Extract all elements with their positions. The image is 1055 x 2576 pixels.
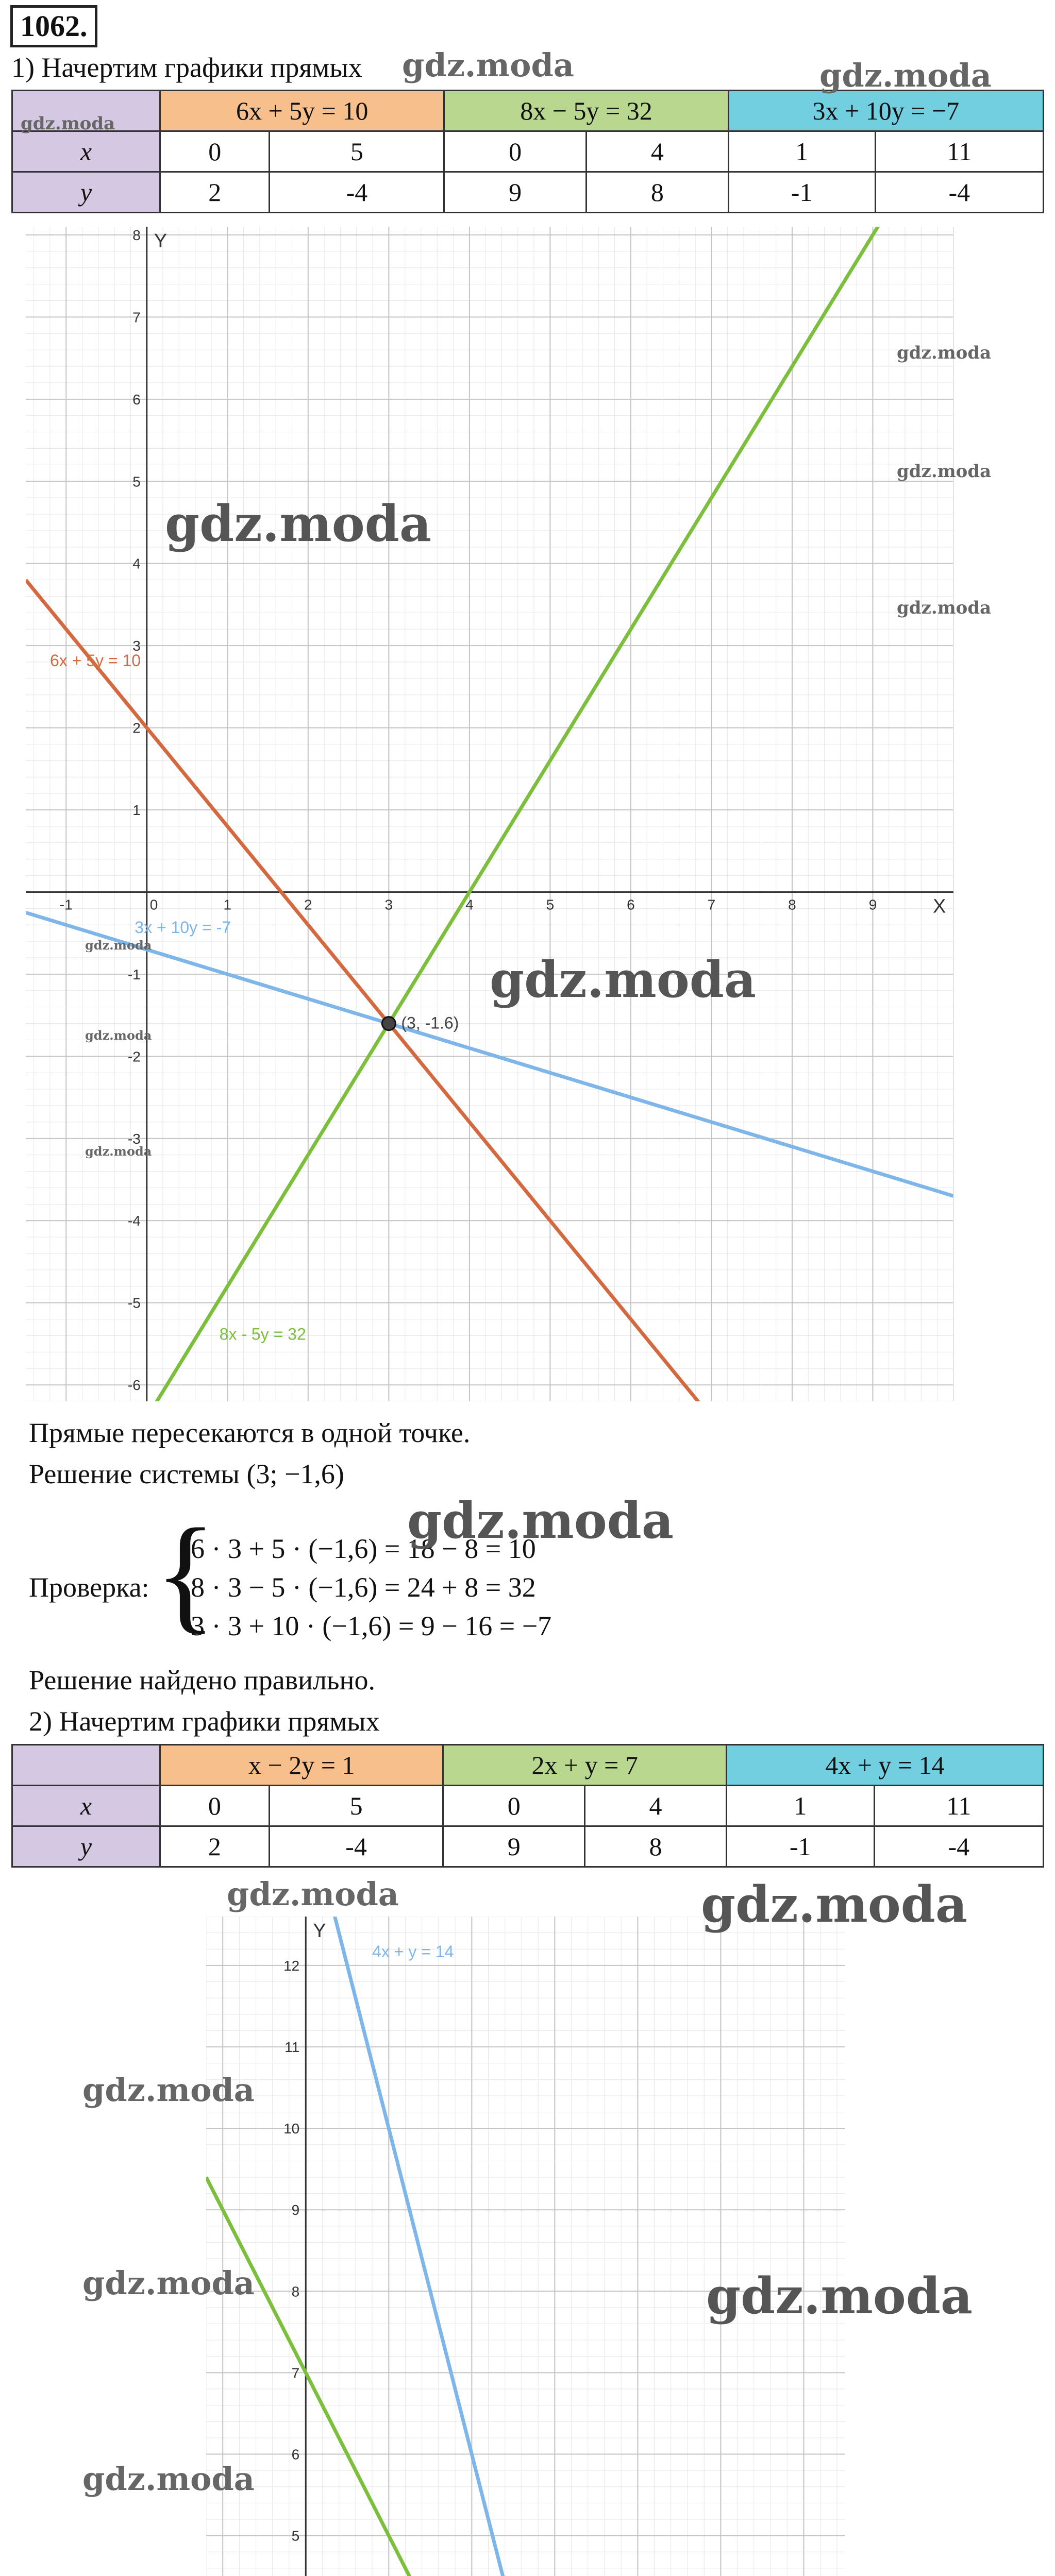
table-cell: 5: [270, 131, 444, 172]
watermark: gdz.moda: [82, 2460, 255, 2498]
table-cell: 0: [160, 131, 270, 172]
x-tick-label: -1: [59, 896, 73, 913]
watermark: gdz.moda: [402, 46, 574, 84]
x-tick-label: 8: [788, 896, 796, 913]
table-cell: 9: [444, 172, 587, 213]
watermark: gdz.moda: [706, 2267, 973, 2325]
watermark: gdz.moda: [82, 2264, 255, 2302]
table-cell: -1: [726, 1826, 874, 1867]
table-cell: 0: [160, 1786, 270, 1826]
watermark: gdz.moda: [897, 461, 992, 482]
x-tick-label: 2: [304, 896, 312, 913]
x-tick-label: 1: [223, 896, 232, 913]
point-label: (3, -1.6): [401, 1013, 459, 1032]
table-cell: 4: [585, 1786, 727, 1826]
table-cell: 11: [875, 131, 1043, 172]
y-tick-label: -6: [127, 1377, 141, 1394]
intersection-point: [382, 1017, 395, 1030]
table-cell: -4: [874, 1826, 1043, 1867]
x-tick-label: 7: [707, 896, 716, 913]
x-tick-label: 5: [546, 896, 555, 913]
y-tick-label: 10: [283, 2121, 300, 2137]
table-cell: 2: [160, 1826, 270, 1867]
table-eq-1: x − 2y = 1: [160, 1745, 443, 1786]
row-label-x: x: [12, 1786, 160, 1826]
table-cell: 8: [585, 1826, 727, 1867]
check-line: 6 · 3 + 5 · (−1,6) = 18 − 8 = 10: [191, 1533, 536, 1564]
table-cell: 2: [160, 172, 270, 213]
table-cell: -4: [269, 1826, 443, 1867]
y-tick-label: 7: [132, 309, 141, 326]
table-cell: 5: [269, 1786, 443, 1826]
y-tick-label: 3: [132, 638, 141, 654]
table-eq-3: 3x + 10y = −7: [728, 91, 1043, 131]
part1-table: [11, 90, 1044, 213]
x-tick-label: 9: [868, 896, 877, 913]
row-label-y: y: [12, 172, 160, 213]
plot-background: [26, 227, 953, 1401]
watermark: gdz.moda: [897, 343, 992, 363]
y-tick-label: 11: [284, 2039, 300, 2055]
part2-heading: 2) Начертим графики прямых: [29, 1706, 380, 1737]
table-corner: [12, 1745, 160, 1786]
table-cell: 1: [726, 1786, 874, 1826]
y-tick-label: -2: [127, 1048, 141, 1065]
part1-conclusion2: Решение найдено правильно.: [29, 1665, 375, 1696]
y-axis-label: Y: [154, 230, 168, 252]
watermark: gdz.moda: [85, 938, 152, 953]
y-tick-label: 8: [132, 227, 141, 243]
watermark: gdz.moda: [85, 1028, 152, 1043]
y-tick-label: 4: [132, 555, 141, 572]
series-label: 4x + y = 14: [372, 1942, 454, 1961]
y-tick-label: 8: [291, 2283, 300, 2300]
table-cell: -1: [728, 172, 875, 213]
y-tick-label: -1: [127, 966, 141, 982]
part1-heading: 1) Начертим графики прямых: [11, 52, 362, 83]
check-line: 8 · 3 − 5 · (−1,6) = 24 + 8 = 32: [191, 1572, 536, 1603]
table-cell: 9: [443, 1826, 585, 1867]
table-cell: 0: [444, 131, 587, 172]
table-cell: -4: [270, 172, 444, 213]
check-label: Проверка:: [29, 1572, 149, 1603]
part1-chart: [26, 227, 953, 1401]
plot-background: [206, 1917, 845, 2576]
watermark: gdz.moda: [85, 1144, 152, 1159]
x-tick-label: 0: [149, 896, 158, 913]
part1-conclusion: Прямые пересекаются в одной точке.: [29, 1417, 471, 1448]
watermark: gdz.moda: [407, 1492, 674, 1550]
table-eq-2: 8x − 5y = 32: [444, 91, 728, 131]
y-tick-label: -5: [127, 1295, 141, 1311]
table-cell: 11: [874, 1786, 1043, 1826]
y-tick-label: -4: [127, 1213, 141, 1229]
y-tick-label: 12: [283, 1957, 300, 1974]
table-eq-3: 4x + y = 14: [726, 1745, 1043, 1786]
y-tick-label: 2: [132, 720, 141, 736]
y-axis-label: Y: [313, 1920, 326, 1942]
watermark: gdz.moda: [165, 495, 432, 553]
y-tick-label: -3: [127, 1130, 141, 1147]
y-tick-label: 5: [132, 473, 141, 490]
check-line: 3 · 3 + 10 · (−1,6) = 9 − 16 = −7: [191, 1611, 552, 1641]
table-cell: 1: [728, 131, 875, 172]
row-label-x: x: [12, 131, 160, 172]
table-eq-2: 2x + y = 7: [443, 1745, 726, 1786]
table-cell: 4: [587, 131, 729, 172]
table-eq-1: 6x + 5y = 10: [160, 91, 444, 131]
row-label-y: y: [12, 1826, 160, 1867]
x-tick-label: 4: [465, 896, 474, 913]
watermark: gdz.moda: [227, 1875, 399, 1913]
series-label: 3x + 10y = -7: [135, 918, 231, 937]
y-tick-label: 5: [291, 2528, 300, 2544]
watermark: gdz.moda: [21, 113, 115, 134]
table-cell: 0: [443, 1786, 585, 1826]
x-axis-label: X: [933, 895, 946, 918]
x-tick-label: 6: [627, 896, 635, 913]
watermark: gdz.moda: [701, 1875, 968, 1934]
system-brace: {: [155, 1502, 216, 1645]
part2-table: [11, 1744, 1044, 1868]
part2-chart: [206, 1917, 845, 2576]
table-cell: 8: [587, 172, 729, 213]
watermark: gdz.moda: [897, 598, 992, 618]
series-label: 6x + 5y = 10: [49, 651, 141, 670]
part1-solution: Решение системы (3; −1,6): [29, 1459, 344, 1489]
y-tick-label: 6: [132, 391, 141, 408]
series-label: 8x - 5y = 32: [219, 1325, 306, 1344]
y-tick-label: 7: [291, 2365, 300, 2381]
table-cell: -4: [875, 172, 1043, 213]
watermark: gdz.moda: [82, 2071, 255, 2109]
y-tick-label: 1: [132, 802, 141, 819]
y-tick-label: 9: [291, 2202, 300, 2218]
watermark: gdz.moda: [819, 57, 992, 94]
watermark: gdz.moda: [490, 951, 757, 1009]
x-tick-label: 3: [384, 896, 393, 913]
y-tick-label: 6: [291, 2446, 300, 2463]
problem-number: 1062.: [10, 5, 97, 47]
